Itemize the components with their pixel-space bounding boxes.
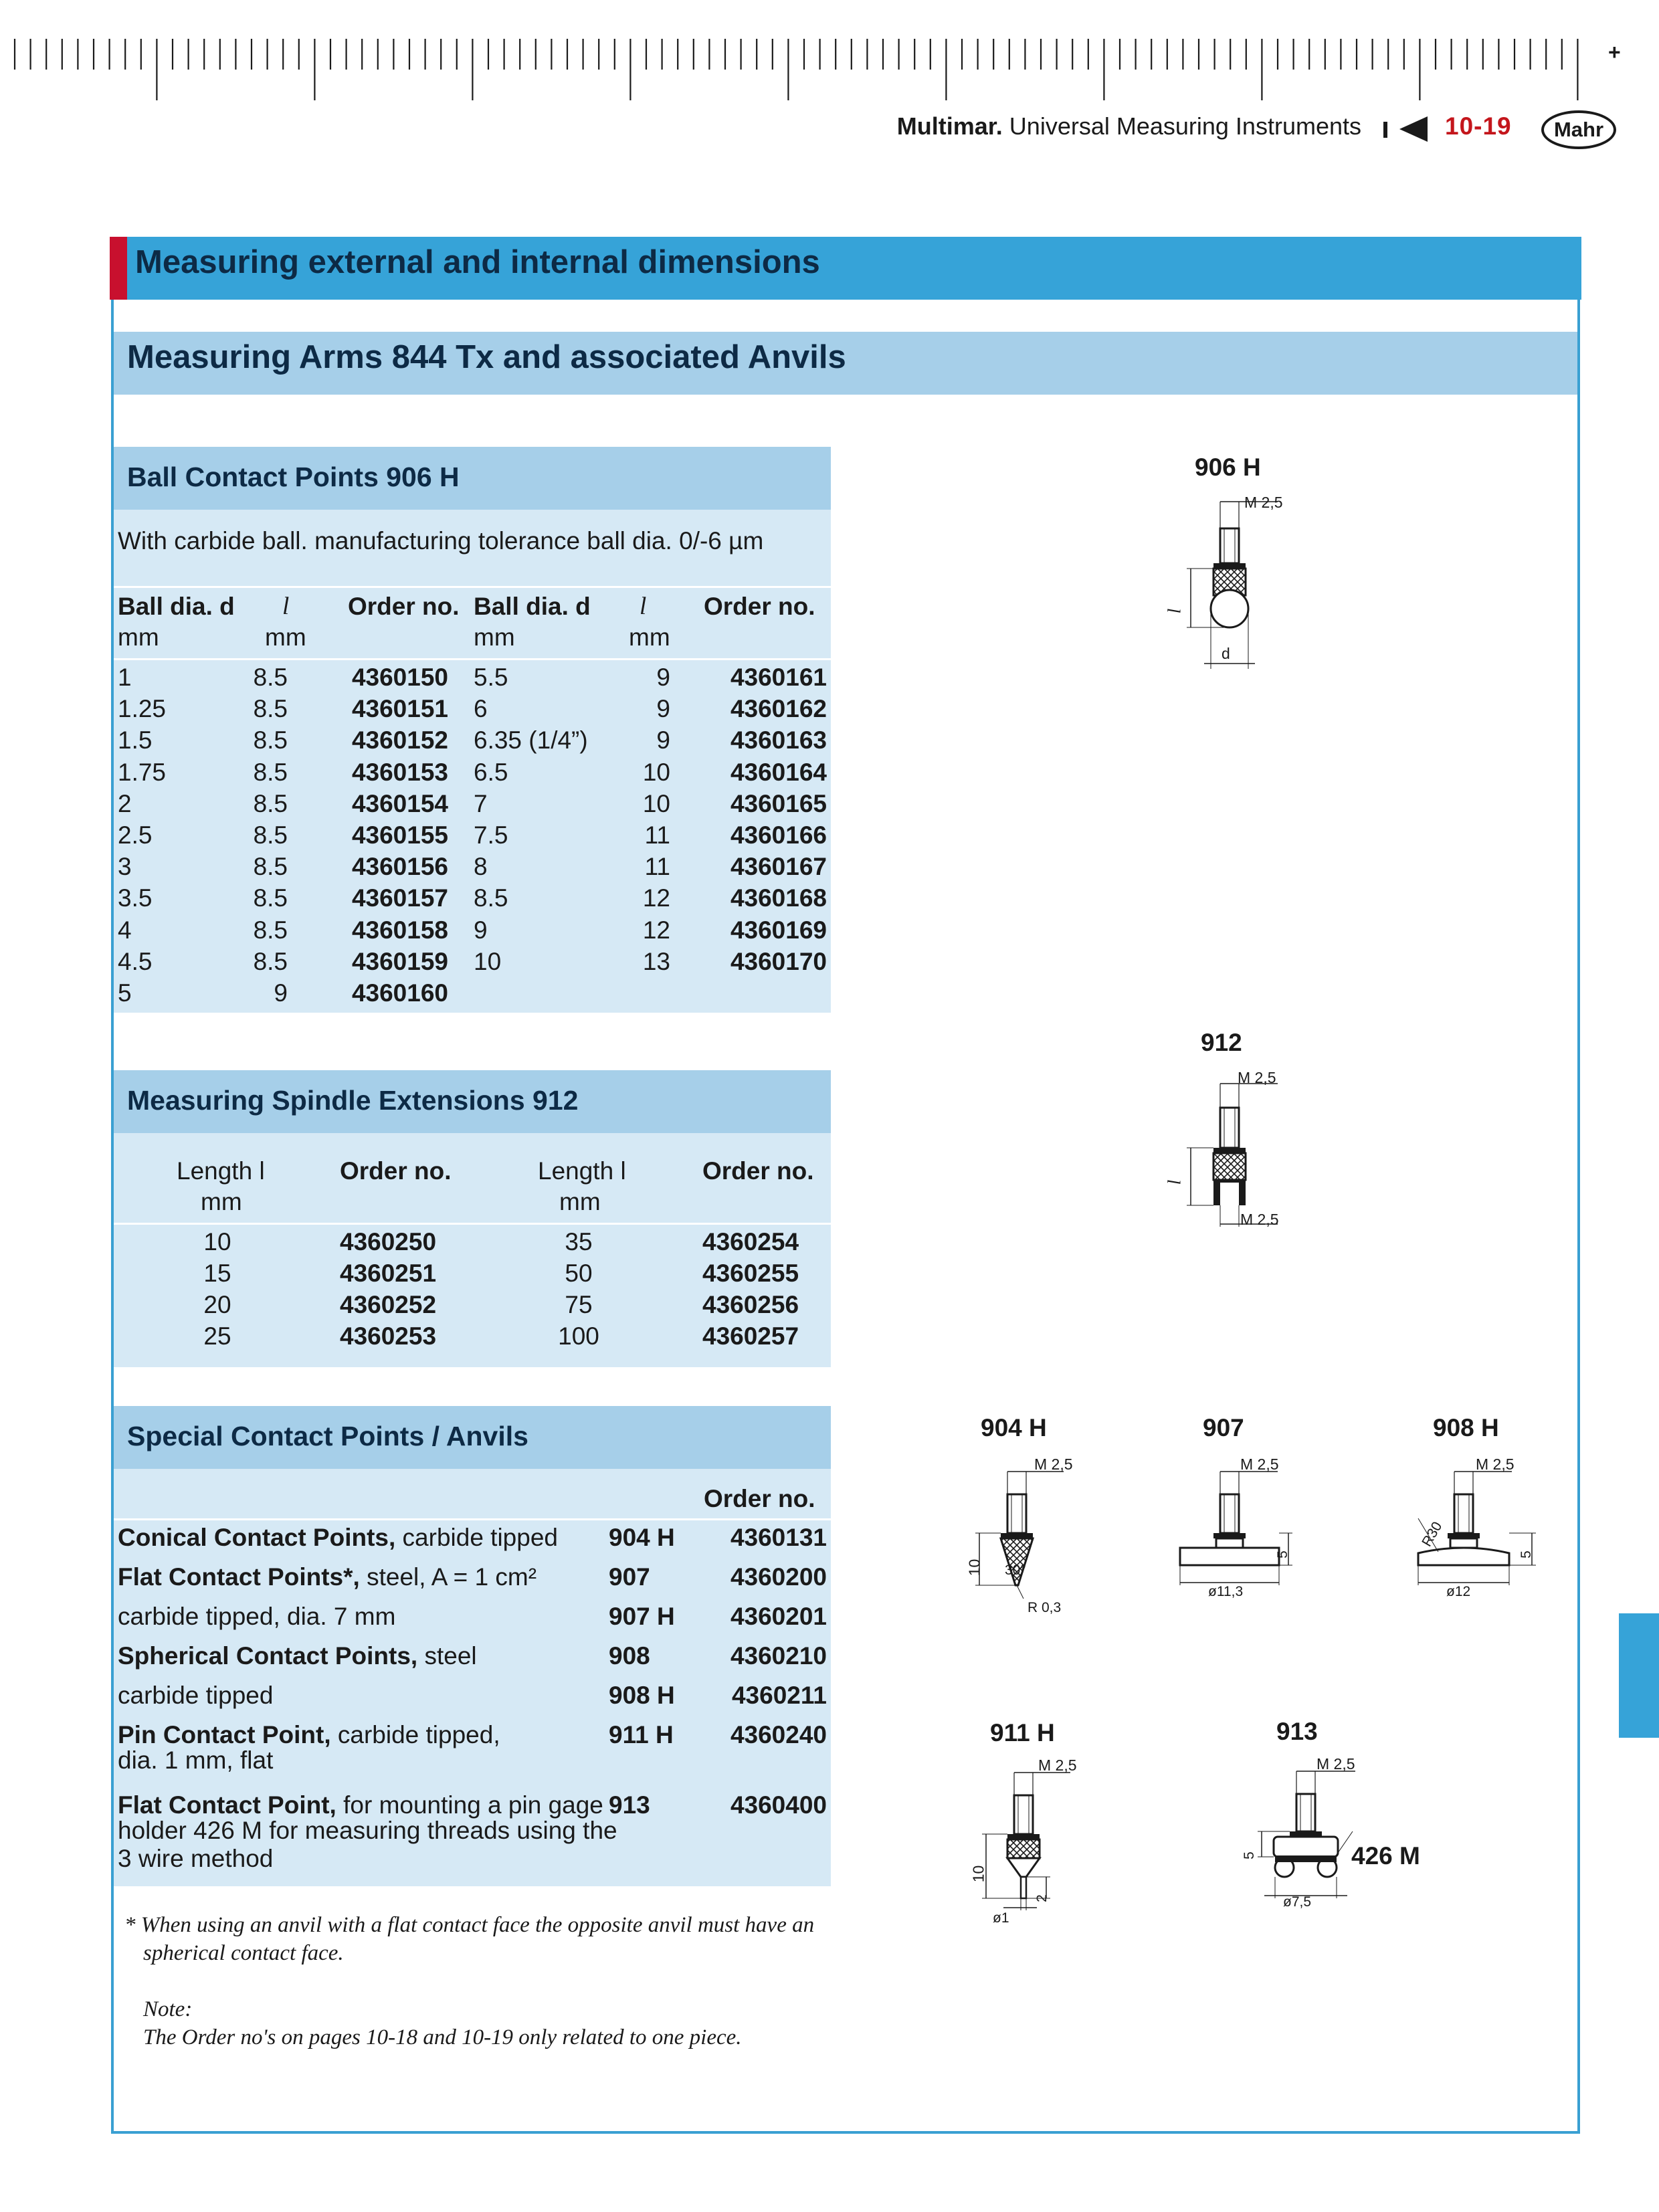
drawing-904h-title: 904 H (981, 1414, 1047, 1441)
ball-table-cell: 4360151 (351, 695, 448, 723)
ball-table-cell: 6 (474, 695, 488, 723)
spindle-table-cell: 15 (203, 1260, 231, 1287)
spindle-table-unit: mm (559, 1188, 601, 1215)
ball-table-cell: 1 (118, 664, 132, 691)
special-row-detail: carbide tipped (395, 1524, 558, 1551)
special-row-type: 907 (609, 1563, 650, 1591)
spindle-ext-body (114, 1133, 831, 1367)
ball-table-cell: 8.5 (474, 884, 508, 912)
ball-table-unit: mm (265, 623, 306, 651)
special-row-order: 4360201 (730, 1603, 827, 1630)
special-row-name: Spherical Contact Points, (118, 1642, 418, 1670)
special-title: Special Contact Points / Anvils (127, 1421, 528, 1451)
ball-points-title: Ball Contact Points 906 H (127, 462, 460, 492)
special-row-description (118, 1522, 558, 1553)
special-row-type: 908 H (609, 1682, 675, 1709)
spindle-table-cell: 50 (565, 1260, 593, 1287)
sub-title: Measuring Arms 844 Tx and associated Anvils (127, 339, 846, 375)
special-row-description (118, 1680, 273, 1711)
ball-table-cell: 4360150 (351, 664, 448, 691)
header-brand: Multimar. (896, 112, 1003, 140)
ball-table-cell: 13 (642, 947, 670, 975)
ball-table-cell: 9 (656, 726, 670, 755)
drawing-906h-dia: d (1222, 645, 1230, 662)
drawing-907-thread: M 2,5 (1240, 1455, 1279, 1473)
ball-table-cell: 8.5 (253, 884, 288, 912)
section-tab-marker (1619, 1613, 1659, 1738)
special-row-description (118, 1641, 477, 1672)
ball-table-cell: 4360153 (351, 758, 448, 786)
special-row-order: 4360240 (730, 1721, 827, 1748)
drawing-911h-height: 10 (969, 1865, 987, 1883)
ball-table-cell: 9 (656, 664, 670, 691)
ball-table-cell: 4360165 (730, 789, 827, 817)
special-order-header: Order no. (704, 1485, 815, 1512)
ball-table-cell: 10 (642, 789, 670, 817)
special-row-detail-line: dia. 1 mm, flat (118, 1746, 274, 1774)
ball-table-cell: 4.5 (118, 947, 153, 975)
drawing-908h-dia: ø12 (1446, 1584, 1471, 1599)
ball-table-header: l (640, 593, 647, 620)
drawing-911h-tip: 2 (1034, 1894, 1050, 1902)
special-row-description (118, 1562, 536, 1593)
ball-points-body (114, 510, 831, 1013)
drawing-906h-len: l (1164, 608, 1185, 614)
mahr-logo: Mahr (1541, 110, 1616, 149)
ball-table-cell: 4360158 (351, 916, 448, 944)
drawing-913-thread: M 2,5 (1316, 1755, 1355, 1773)
special-row-detail: steel, A = 1 cm² (359, 1563, 537, 1591)
drawing-908h-radius: R30 (1419, 1519, 1446, 1550)
ball-table-cell: 4360164 (730, 758, 827, 786)
ball-table-cell: 11 (644, 821, 670, 849)
ball-table-cell: 4360156 (351, 853, 448, 881)
ball-table-header: Ball dia. d (118, 593, 235, 620)
drawing-908h-thread: M 2,5 (1476, 1455, 1515, 1473)
ball-table-cell: 3.5 (118, 884, 153, 912)
spindle-table-cell: 20 (203, 1291, 231, 1318)
ball-table-cell: 6.5 (474, 758, 508, 786)
page-header-title (897, 112, 1361, 148)
ball-table-cell: 4360161 (730, 664, 827, 691)
ball-table-cell: 7.5 (474, 821, 508, 849)
ball-table-cell: 8.5 (253, 789, 288, 817)
drawing-906h-title: 906 H (1195, 454, 1261, 481)
spindle-table-divider (114, 1223, 831, 1225)
crop-ruler (0, 0, 1605, 107)
ball-table-divider (114, 658, 831, 660)
drawing-912-title: 912 (1201, 1029, 1242, 1056)
ball-table-cell: 11 (644, 853, 670, 881)
special-row-detail: carbide tipped, dia. 7 mm (118, 1603, 396, 1630)
ball-table-cell: 2 (118, 789, 132, 817)
ball-table-cell: 4360163 (730, 726, 827, 755)
drawing-904h (957, 1451, 1090, 1625)
spindle-table-unit: mm (201, 1188, 242, 1215)
drawing-913-height: 5 (1241, 1851, 1257, 1859)
drawing-907-dia: ø11,3 (1208, 1584, 1244, 1599)
special-row-name: Flat Contact Point, (118, 1791, 336, 1819)
spindle-table-cell: 4360255 (702, 1260, 799, 1287)
spindle-table-cell: 4360254 (702, 1228, 799, 1255)
ball-points-header (114, 447, 831, 510)
spindle-table-header: Length l (177, 1157, 265, 1185)
footnote-star-line1: * When using an anvil with a flat contact face the opposite anvil must have an (124, 1913, 815, 1937)
ball-table-cell: 8.5 (253, 695, 288, 723)
ball-table-cell: 4360159 (351, 947, 448, 975)
footnote-star-line2: spherical contact face. (143, 1941, 344, 1965)
spindle-table-cell: 4360253 (340, 1322, 437, 1350)
main-title: Measuring external and internal dimensions (135, 244, 820, 280)
drawing-911h-title: 911 H (990, 1719, 1055, 1746)
special-row-type: 907 H (609, 1603, 675, 1630)
ball-table-cell: 10 (474, 947, 502, 975)
ball-table-unit: mm (118, 623, 159, 651)
ball-table-cell: 4360157 (351, 884, 448, 912)
note-label: Note: (143, 1997, 193, 2021)
spindle-table-cell: 35 (565, 1228, 593, 1255)
special-row-order: 4360131 (730, 1524, 827, 1551)
drawing-913-dia: ø7,5 (1283, 1894, 1312, 1910)
ball-table-cell: 5 (118, 979, 132, 1007)
spindle-table-cell: 100 (558, 1322, 599, 1350)
special-row-type: 913 (609, 1791, 650, 1819)
special-row-description (118, 1601, 395, 1632)
special-body (114, 1469, 831, 1886)
ball-table-cell: 4360166 (730, 821, 827, 849)
spindle-table-cell: 4360250 (340, 1228, 437, 1255)
special-row-name: Pin Contact Point, (118, 1721, 331, 1748)
drawing-906h-thread: M 2,5 (1244, 494, 1283, 511)
ball-table-unit: mm (474, 623, 515, 651)
ball-table-cell: 4360152 (351, 726, 448, 755)
drawing-904h-height: 10 (965, 1559, 983, 1577)
special-row-detail: steel (417, 1642, 477, 1670)
main-title-accent (110, 237, 127, 300)
spindle-ext-header (114, 1070, 831, 1133)
ball-table-cell: 1.75 (118, 758, 167, 786)
drawing-912-thread-bottom: M 2,5 (1240, 1211, 1279, 1228)
ball-table-cell: 4360169 (730, 916, 827, 944)
drawing-904h-thread: M 2,5 (1034, 1455, 1073, 1473)
special-row-type: 908 (609, 1642, 650, 1670)
drawing-907-height: 5 (1274, 1550, 1290, 1559)
special-row-order: 4360211 (731, 1682, 827, 1709)
drawing-907-title: 907 (1203, 1414, 1244, 1441)
ball-table-header: Order no. (348, 593, 460, 620)
special-row-type: 904 H (609, 1524, 675, 1551)
spindle-table-header: Order no. (702, 1157, 814, 1185)
special-row-name: Flat Contact Points*, (118, 1563, 360, 1591)
special-row-detail: for mounting a pin gage (336, 1791, 603, 1819)
drawing-913-title: 913 (1276, 1718, 1318, 1745)
ball-table-cell: 8.5 (253, 853, 288, 881)
ball-table-unit: mm (629, 623, 670, 651)
ball-table-header: l (282, 593, 290, 620)
ball-table-cell: 8 (474, 853, 488, 881)
spindle-table-cell: 4360251 (340, 1260, 437, 1287)
drawing-908h (1398, 1451, 1545, 1612)
ball-table-cell: 1.5 (118, 726, 153, 755)
spindle-table-header: Length l (538, 1157, 626, 1185)
ball-table-cell: 5.5 (474, 664, 508, 691)
ball-table-cell: 4360155 (351, 821, 448, 849)
ball-table-header: Ball dia. d (474, 593, 591, 620)
drawing-911h (963, 1752, 1097, 1940)
ball-table-cell: 4360167 (730, 853, 827, 881)
ball-table-cell: 9 (474, 916, 488, 944)
ball-points-description: With carbide ball. manufacturing tolerance ball dia. 0/-6 µm (118, 527, 764, 555)
ball-table-cell: 8.5 (253, 821, 288, 849)
drawing-912-thread-top: M 2,5 (1238, 1069, 1276, 1086)
page-number: 10-19 (1445, 112, 1512, 140)
ball-table-cell: 3 (118, 853, 132, 881)
ball-table-cell: 7 (474, 789, 488, 817)
drawing-906h (1164, 488, 1298, 676)
special-row-name: Conical Contact Points, (118, 1524, 396, 1551)
special-table-divider (114, 1518, 831, 1520)
special-row-detail: carbide tipped (118, 1682, 274, 1709)
ball-table-cell: 8.5 (253, 726, 288, 755)
ball-table-cell: 12 (642, 916, 670, 944)
spindle-table-cell: 4360252 (340, 1291, 437, 1318)
note-text: The Order no's on pages 10-18 and 10-19 only related to one piece. (143, 2025, 742, 2049)
ball-table-cell: 4360154 (351, 789, 448, 817)
ball-table-cell: 4360170 (730, 947, 827, 975)
special-row-type: 911 H (609, 1721, 674, 1748)
spindle-table-cell: 75 (565, 1291, 593, 1318)
spindle-table-cell: 4360256 (702, 1291, 799, 1318)
special-row-order: 4360210 (730, 1642, 827, 1670)
ball-table-cell: 10 (642, 758, 670, 786)
ball-table-cell: 4360168 (730, 884, 827, 912)
spindle-table-cell: 25 (203, 1322, 231, 1350)
ball-table-cell: 8.5 (253, 664, 288, 691)
drawing-911h-thread: M 2,5 (1038, 1756, 1077, 1774)
ball-table-cell: 12 (642, 884, 670, 912)
spindle-table-cell: 4360257 (702, 1322, 799, 1350)
ball-table-cell: 8.5 (253, 947, 288, 975)
drawing-913-holder: 426 M (1351, 1842, 1420, 1870)
drawing-908h-height: 5 (1518, 1550, 1534, 1559)
ball-table-cell: 4360160 (351, 979, 448, 1007)
ball-table-cell: 2.5 (118, 821, 153, 849)
spindle-table-header: Order no. (340, 1157, 452, 1185)
registration-mark: + (1608, 40, 1621, 64)
ball-table-cell: 8.5 (253, 758, 288, 786)
drawing-911h-dia: ø1 (993, 1910, 1009, 1926)
ball-table-cell: 9 (656, 695, 670, 723)
ball-table-header: Order no. (704, 593, 815, 620)
special-row-order: 4360400 (730, 1791, 827, 1819)
special-row-detail-line: holder 426 M for measuring threads using the (118, 1817, 617, 1844)
ball-table-cell: 4360162 (730, 695, 827, 723)
page-arrow-icon (1383, 115, 1428, 143)
drawing-912-len: l (1164, 1179, 1185, 1185)
special-row-detail: carbide tipped, (330, 1721, 500, 1748)
ball-table-cell: 9 (274, 979, 288, 1007)
ball-table-cell: 8.5 (253, 916, 288, 944)
ball-table-cell: 6.35 (1/4”) (474, 726, 588, 755)
ball-table-cell: 1.25 (118, 695, 167, 723)
drawing-904h-radius: R 0,3 (1028, 1600, 1062, 1615)
spindle-table-cell: 10 (203, 1228, 231, 1255)
special-header (114, 1406, 831, 1469)
header-subtitle: Universal Measuring Instruments (1009, 112, 1361, 140)
spindle-ext-title: Measuring Spindle Extensions 912 (127, 1085, 579, 1116)
special-row-order: 4360200 (730, 1563, 827, 1591)
special-row-detail-line: 3 wire method (118, 1845, 274, 1872)
ball-table-cell: 4 (118, 916, 132, 944)
drawing-908h-title: 908 H (1433, 1414, 1499, 1441)
drawing-904h-angle: 30° (1005, 1563, 1026, 1578)
